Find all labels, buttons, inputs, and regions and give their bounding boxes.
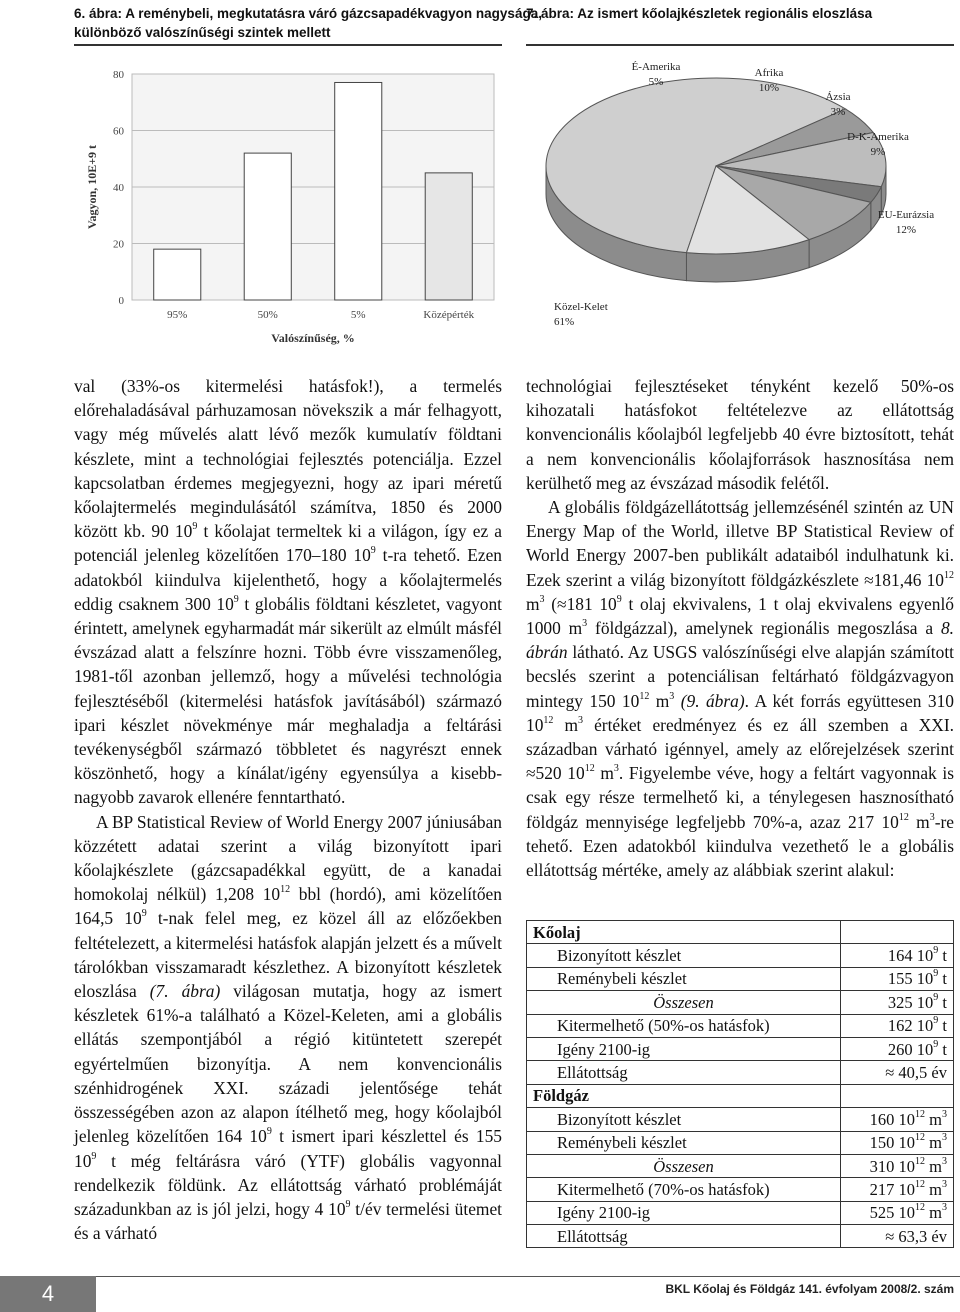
page-number: 4 (0, 1276, 96, 1312)
table-row (527, 1014, 954, 1037)
y-axis-label: Vagyon, 10E+9 t (85, 144, 99, 230)
journal-footer: BKL Kőolaj és Földgáz 141. évfolyam 2008/2. szám (665, 1282, 954, 1296)
table-row-label: Ellátottság (527, 1061, 841, 1084)
table-row-label: Igény 2100-ig (527, 1201, 841, 1224)
bar (425, 173, 472, 300)
pie-label: Afrika (754, 67, 784, 79)
footer-rule (96, 1276, 960, 1277)
bar-chart (74, 48, 502, 348)
y-tick-label: 20 (113, 238, 124, 251)
table-row-value: ≈ 63,3 év (841, 1225, 954, 1248)
table-row-label: Összesen (527, 1154, 841, 1177)
table-row (527, 1037, 954, 1060)
figure-7-caption: 7. ábra: Az ismert kőolajkészletek regionális eloszlása (526, 6, 873, 21)
y-tick-label: 0 (118, 295, 124, 307)
pie-percent: 12% (895, 224, 917, 236)
table-row-value: ≈ 40,5 év (841, 1061, 954, 1084)
table-row-value: 325 $10^9$ t (841, 991, 954, 1014)
table-row-label: Reménybeli készlet (527, 1131, 841, 1154)
x-tick-label: Középérték (423, 309, 475, 321)
bar (335, 82, 382, 300)
right-text-column (526, 374, 954, 882)
table-row-value: 525 $10^{12}$ $m^3$ (841, 1201, 954, 1224)
table-row-value: 217 $10^{12}$ $m^3$ (841, 1178, 954, 1201)
pie-percent: 10% (758, 82, 780, 94)
table-row (527, 991, 954, 1014)
table-row-value: 160 $10^{12}$ $m^3$ (841, 1108, 954, 1131)
table-row (527, 1108, 954, 1131)
pie-percent: 5% (648, 76, 664, 88)
table-row-label: Kitermelhető (70%-os hatásfok) (527, 1178, 841, 1201)
x-tick-label: 5% (350, 309, 366, 321)
table-row-label: Bizonyított készlet (527, 1108, 841, 1131)
bar (244, 153, 291, 300)
table-section-row (527, 921, 954, 944)
y-tick-label: 40 (113, 182, 124, 194)
table-row (527, 967, 954, 990)
table-cell-empty (841, 921, 954, 944)
pie-label: É-Amerika (631, 61, 681, 73)
pie-label: Közel-Kelet (554, 301, 608, 313)
table-row-label: Reménybeli készlet (527, 967, 841, 990)
y-tick-label: 60 (113, 125, 124, 138)
caption-rule (526, 44, 954, 46)
table-row (527, 1178, 954, 1201)
x-tick-label: 50% (257, 309, 278, 321)
pie-chart (526, 48, 954, 348)
paragraph: A globális földgázellátottság jellemzésénél szintén az UN Energy Map of the World, illetve BP Statistical Review of World Energy 2007-ben publikált adataiból indulhatunk ki. Ezek szerint a világ bizonyított földgázkészlete ≈181,46 $10^{12}$ $m^3$ (≈181 $10^9$ t olaj ekvivalens, 1 t olaj ekvivalens egyenlő 1000 $m^3$ földgázzal), amelynek regionális megoszlása a 8. ábrán látható. Az USGS valószínűségi elve alapján számított becslés szerint a potenciálisan feltárható földgázvagyon mintegy 150 $10^{12}$ $m^3$ (9. ábra). A két forrás együttesen 310 $10^{12}$ $m^3$ értéket eredményez és ez áll szemben a XXI. században várható igénnyel, amely az előrejelzések szerint ≈520 $10^{12}$ $m^3$. Figyelembe véve, hogy a feltárt vagyonnak is csak egy része termelhető ki, a ténylegesen hasznosítható földgáz mennyisége legfeljebb 70%-a, azaz 217 $10^{12}$ $m^3-re$ tehető. Ezen adatokból kiindulva vezethető le a globális ellátottság mértéke, amely az alábbiak szerint alakul: (526, 497, 955, 881)
table-row-value: 155 $10^9$ t (841, 967, 954, 990)
paragraph: A BP Statistical Review of World Energy 2007 júniusában közzétett adatai szerint a világ bizonyított ipari kőolajkészlete (gázcsapadékkal együtt, de a kanadai homokolaj nélkül) 1,208 $10^{12}$ bbl (hordó), ami közelítően 164,5 $10^9$ t-nak felel meg, ez közel áll az előzőekben feltételezett, a kitermelési hatásfok alapján jelzett és a művelt tárolókban visszamaradt készlethez. A bizonyított készletek eloszlása (7. ábra) világosan mutatja, hogy az ismert készletek 61%-a található a Közel-Keleten, ami a globális ellátás szempontjából a régió kitüntetett szerepét egyértelműen bizonyítja. A nem konvencionális szénhidrogének XXI. századi jelentősége tehát összességében azon az alapon ítélhető meg, hogy kőolajból jelenleg közelítően 164 $10^9$ t ismert ipari készlettel és 155 $10^9$ t még feltárásra váró (YTF) globális vagyonnal rendelkezik földünk. Az ellátottság várható problémáját századunkban az is jól jelzi, hogy 4 $10^9$ t/év termelési ütemet és a várható (74, 811, 503, 1244)
table-row-label: Összesen (527, 991, 841, 1014)
pie-label: D-K-Amerika (847, 131, 909, 143)
table-row-label: Bizonyított készlet (527, 944, 841, 967)
table-row-label: Igény 2100-ig (527, 1037, 841, 1060)
x-tick-label: 95% (167, 309, 188, 321)
table-row-value: 164 $10^9$ t (841, 944, 954, 967)
table-row-value: 150 $10^{12}$ $m^3$ (841, 1131, 954, 1154)
pie-percent: 61% (554, 316, 575, 328)
table-cell-empty (841, 1084, 954, 1107)
table-section-title: Kőolaj (527, 921, 841, 944)
table-row-label: Ellátottság (527, 1225, 841, 1248)
table-row (527, 1154, 954, 1177)
pie-percent: 9% (870, 146, 886, 158)
table-row (527, 1061, 954, 1084)
pie-percent: 3% (830, 106, 846, 118)
table-section-row (527, 1084, 954, 1107)
table-row (527, 1201, 954, 1224)
table-row-value: 260 $10^9$ t (841, 1037, 954, 1060)
table-row-value: 162 $10^9$ t (841, 1014, 954, 1037)
supply-table (526, 920, 954, 1248)
paragraph: technológiai fejlesztéseket tényként kezelő 50%-os kihozatali hatásfokot feltételezve az ellátottság konvencionális kőolajból legfeljebb 40 évre biztosított, tehát a nem konvencionális kőolajforrások hasznosítása nem kerülhető meg az évszázad második felétől. (526, 376, 954, 493)
left-text-column (74, 374, 502, 1245)
table-row-value: 310 $10^{12}$ $m^3$ (841, 1154, 954, 1177)
paragraph: val (33%-os kitermelési hatásfok!), a termelés előrehaladásával párhuzamosan növekszik a már felhagyott, vagy még művelés alatt lévő mezők kumulatív földtani készlete, mint a technológiai fejlesztés potenciálja. Ezzel kapcsolatban érdemes megjegyezni, hogy az ipari méretű kőolajtermelés megindulásától számítva, 1850 és 2000 között kb. 90 $10^9$ t kőolajat termeltek ki a világon, így ez a potenciál jelenleg közelítően 170–180 $10^9$ t-ra tehető. Ezen adatokból kiindulva kijelenthető, hogy a kőolajtermelés eddig csaknem 300 $10^9$ t globális földtani készletet, vagyont érintett, amelynek egyharmadát már sikerült az elmúlt másfél évszázad alatt a felszínre hozni. Több évre visszamenőleg, 1981-től azonban jellemző, hogy a művelési technológia fejlesztéséből (kitermelési hatásfok javításából) származó ipari készlet növekménye már meghaladja a feltárási tevékenységből származó többletet és nagyrészt ennek köszönhető, hogy a kínálat/igény egyensúlya a kisebb-nagyobb zavarok ellenére fenntartható. (74, 376, 503, 808)
figure-6-caption: 6. ábra: A reménybeli, megkutatásra váró gázcsapadékvagyon nagysága, különböző valószínűségi szintek mellett (74, 6, 542, 40)
y-tick-label: 80 (113, 69, 124, 81)
caption-rule (74, 44, 502, 46)
table-row-label: Kitermelhető (50%-os hatásfok) (527, 1014, 841, 1037)
table-row (527, 1225, 954, 1248)
table-row (527, 944, 954, 967)
table-section-title: Földgáz (527, 1084, 841, 1107)
pie-label: Ázsia (825, 91, 851, 103)
x-axis-label: Valószínűség, % (271, 331, 355, 345)
table-row (527, 1131, 954, 1154)
pie-label: EU-Eurázsia (877, 209, 935, 221)
bar (154, 249, 201, 300)
